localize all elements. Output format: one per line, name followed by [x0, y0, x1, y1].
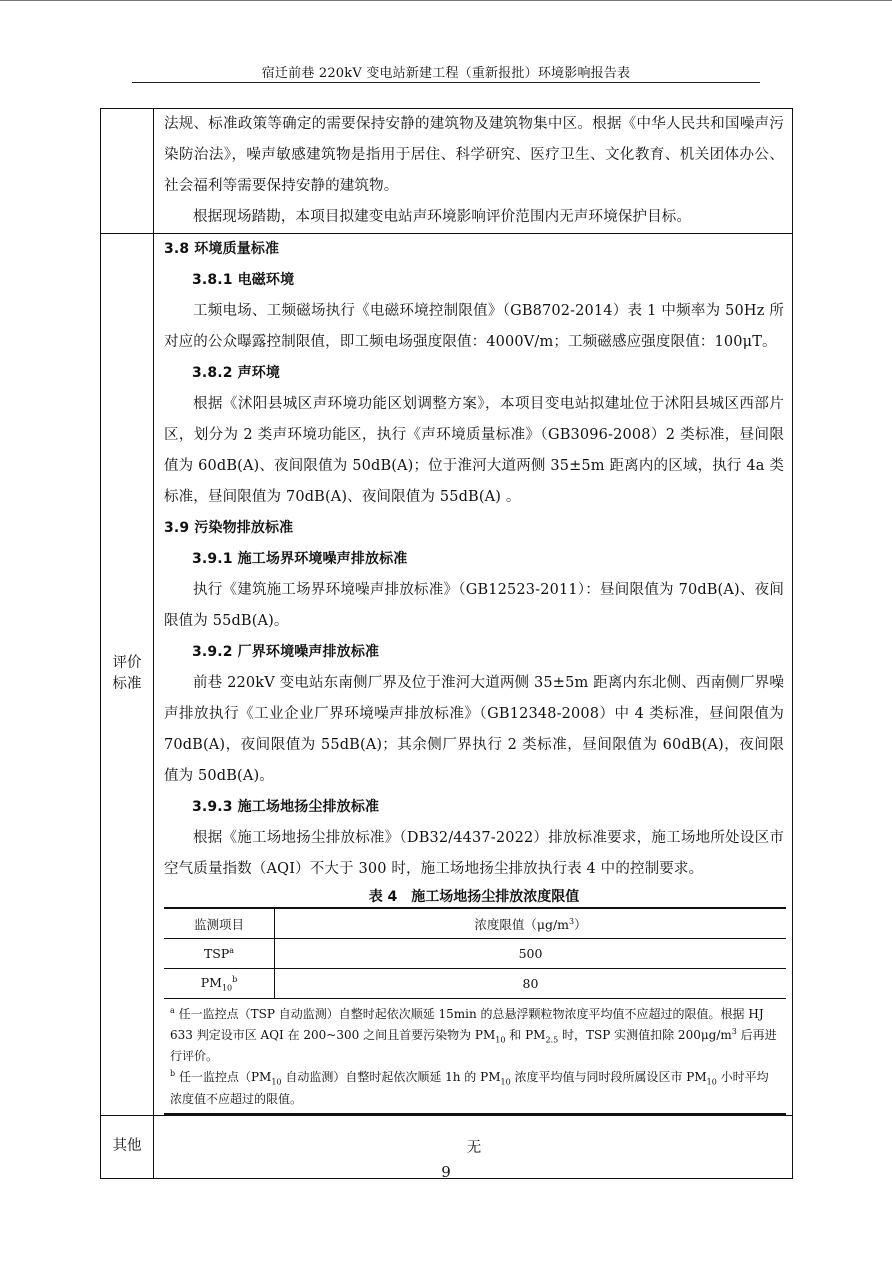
- row1-para-1: 法规、标准政策等确定的需要保持安静的建筑物及建筑物集中区。根据《中华人民共和国噪声污染防治法》，噪声敏感建筑物是指用于居住、科学研究、医疗卫生、文化教育、机关团体办公、社会福利等需要保持安静的建筑物。: [164, 116, 784, 194]
- table4-item-pm10: [164, 969, 275, 999]
- table4-value-pm10: 80: [522, 976, 539, 991]
- top-border: [0, 0, 892, 1]
- table-row: [164, 939, 786, 969]
- header-rule: [132, 82, 760, 83]
- row2-label: [101, 234, 154, 1116]
- note-a-3: 时，TSP 实测值扣除 200μg/m: [558, 1028, 732, 1042]
- note-a-2: 和 PM: [505, 1028, 546, 1042]
- section-3-8-title: 3.8 环境质量标准: [164, 241, 280, 257]
- table4-col-limit-sup: 3: [569, 916, 575, 926]
- note-a-1: 任一监控点（TSP 自动监测）自整时起依次顺延 15min 的总悬浮颗粒物浓度平均值不应超过的限值。根据 HJ 633 判定设市区 AQI 在 200~300 之间且首要污染物为 PM: [170, 1007, 764, 1042]
- pm10-sup: b: [232, 974, 238, 984]
- page-number: 9: [441, 1163, 451, 1181]
- row-protection-targets: [101, 109, 793, 234]
- section-3-9-2-text: 前巷 220kV 变电站东南侧厂界及位于淮河大道两侧 35±5m 距离内东北侧、西南侧厂界噪声排放执行《工业企业厂界环境噪声排放标准》（GB12348-2008）中 4 类标准，昼间限值为 70dB(A)，夜间限值为 55dB(A)；其余侧厂界执行 2 类标准，昼间限值为 60dB(A)，夜间限值为 50dB(A)。: [164, 675, 784, 784]
- table4-header-row: [164, 908, 786, 939]
- note-a-4: 后再进行评价。: [170, 1028, 777, 1064]
- row2-label-text: 评价标准: [112, 655, 142, 693]
- table4: [164, 907, 786, 1115]
- table4-note-b: [170, 1065, 780, 1107]
- note-a-sub2: 2.5: [545, 1035, 559, 1045]
- page-header: 宿迁前巷 220kV 变电站新建工程（重新报批）环境影响报告表: [261, 66, 631, 81]
- row1-para-2: 根据现场踏勘，本项目拟建变电站声环境影响评价范围内无声环境保护目标。: [193, 209, 692, 225]
- note-a-sup2: 3: [731, 1027, 737, 1036]
- note-b-sub3: 10: [706, 1077, 717, 1087]
- note-b-2: 自动监测）自整时起依次顺延 1h 的 PM: [281, 1070, 501, 1085]
- table4-item-tsp: [164, 939, 275, 969]
- note-b-3: 浓度平均值与同时段所属设区市 PM: [510, 1070, 707, 1085]
- row3-value: 无: [154, 1115, 793, 1178]
- table4-col-limit-prefix: 浓度限值（μg/m: [474, 916, 570, 932]
- table4-caption: 表 4 施工场地扬尘排放浓度限值: [368, 889, 580, 905]
- report-table: [100, 108, 793, 1179]
- section-3-9-2-title: 3.9.2 厂界环境噪声排放标准: [192, 644, 380, 660]
- tsp-sup: a: [229, 945, 235, 955]
- note-a-sub1: 10: [495, 1035, 506, 1045]
- table4-col-item: 监测项目: [164, 908, 275, 939]
- section-3-9-3-text: 根据《施工场地扬尘排放标准》（DB32/4437-2022）排放标准要求，施工场地所处设区市空气质量指数（AQI）不大于 300 时，施工场地扬尘排放执行表 4 中的控制要求。: [164, 830, 784, 877]
- note-b-4: 小时平均浓度值不应超过的限值。: [170, 1070, 769, 1106]
- tsp-label: TSP: [203, 946, 230, 962]
- note-b-1: 任一监控点（PM: [175, 1070, 272, 1085]
- section-3-9-3-title: 3.9.3 施工场地扬尘排放标准: [192, 799, 380, 815]
- table4-notes-row: [164, 999, 786, 1114]
- table-row: [164, 969, 786, 999]
- note-b-sub2: 10: [500, 1077, 511, 1087]
- row2-content: [154, 234, 793, 1116]
- row1-label: [101, 109, 154, 234]
- section-3-8-2-text: 根据《沭阳县城区声环境功能区划调整方案》，本项目变电站拟建址位于沭阳县城区西部片区，划分为 2 类声环境功能区，执行《声环境质量标准》（GB3096-2008）2 类标准，昼间限值为 60dB(A)、夜间限值为 50dB(A)；位于淮河大道两侧 35±5m 距离内的区域，执行 4a 类标准，昼间限值为 70dB(A)、夜间限值为 55dB(A) 。: [164, 396, 784, 505]
- table4-note-a: [170, 1002, 780, 1065]
- pm10-label: PM: [200, 974, 222, 990]
- note-b-marker: b: [170, 1069, 176, 1079]
- section-3-9-1-text: 执行《建筑施工场界环境噪声排放标准》（GB12523-2011）：昼间限值为 70dB(A)、夜间限值为 55dB(A)。: [164, 582, 784, 629]
- table4-value-tsp: 500: [275, 939, 787, 969]
- note-b-sub1: 10: [271, 1077, 282, 1087]
- row3-label: 其他: [101, 1115, 154, 1178]
- table4-col-limit-suffix: ）: [574, 916, 587, 932]
- note-a-marker: a: [170, 1006, 175, 1015]
- section-3-8-1-title: 3.8.1 电磁环境: [192, 272, 295, 288]
- table4-col-limit: [275, 908, 787, 939]
- section-3-9-title: 3.9 污染物排放标准: [164, 520, 294, 536]
- row1-content: [154, 109, 793, 234]
- table4-notes: [164, 999, 786, 1114]
- row-evaluation-standards: [101, 234, 793, 1116]
- section-3-8-1-text: 工频电场、工频磁场执行《电磁环境控制限值》（GB8702-2014）表 1 中频率为 50Hz 所对应的公众曝露控制限值，即工频电场强度限值：4000V/m；工频磁感应强度限值：100μT。: [164, 303, 784, 350]
- section-3-9-1-title: 3.9.1 施工场界环境噪声排放标准: [192, 551, 408, 567]
- pm10-sub: 10: [221, 983, 233, 993]
- section-3-8-2-title: 3.8.2 声环境: [192, 365, 281, 381]
